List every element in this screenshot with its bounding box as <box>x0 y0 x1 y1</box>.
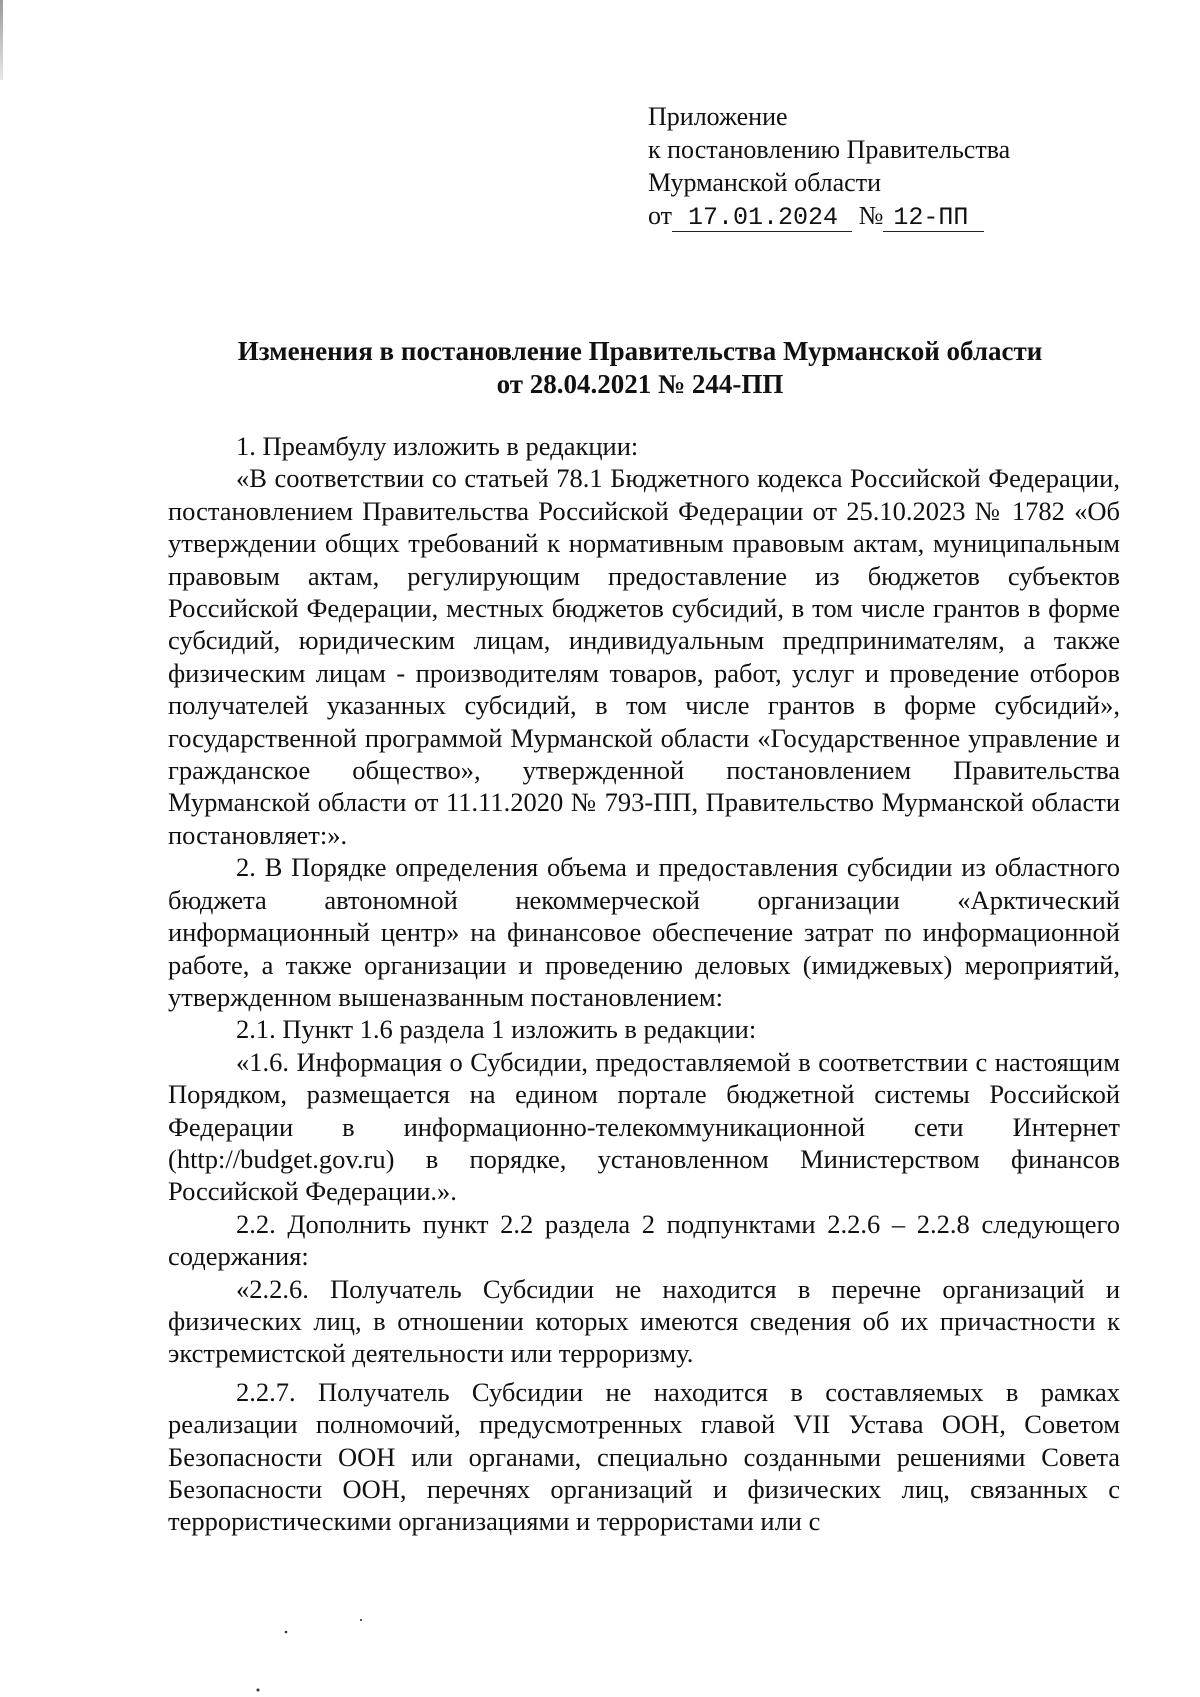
number-prefix: № <box>858 201 884 230</box>
paragraph-item-1: 1. Преамбулу изложить в редакции: <box>236 431 639 461</box>
document-body <box>168 430 1120 1538</box>
paragraph-item-2: 2. В Порядке определения объема и предоставления субсидии из областного бюджета автономной некоммерческой организации «Арктический информационный центр» на финансовое обеспечение затрат по информационной работе, а также организации и проведению деловых (имиджевых) мероприятий, утвержденном вышеназванным постановлением: <box>168 852 1120 1012</box>
paragraph-preamble-text: «В соответствии со статьей 78.1 Бюджетного кодекса Российской Федерации, постановлением Правительства Российской Федерации от 25.10.2023 № 1782 «Об утверждении общих требований к нормативным правовым актам, муниципальным правовым актам, регулирующим предоставление из бюджетов субъектов Российской Федерации, местных бюджетов субсидий, в том числе грантов в форме субсидий, юридическим лицам, индивидуальным предпринимателям, а также физическим лицам - производителям товаров, работ, услуг и проведение отборов получателей указанных субсидий, в том числе грантов в форме субсидий», государственной программой Мурманской области «Государственное управление и гражданское общество», утвержденной постановлением Правительства Мурманской области от 11.11.2020 № 793-ПП, Правительство Мурманской области постановляет:». <box>168 463 1120 850</box>
document-number: 12-ПП <box>883 205 984 232</box>
appendix-date-line <box>648 199 1168 232</box>
appendix-reference: к постановлению Правительства <box>648 135 1011 164</box>
title-line-2: от 28.04.2021 № 244-ПП <box>496 369 784 399</box>
scan-speck <box>360 1619 362 1621</box>
title-line-1: Изменения в постановление Правительства Мурманской области <box>237 336 1043 366</box>
paragraph-item-2-1: 2.1. Пункт 1.6 раздела 1 изложить в редакции: <box>236 1014 757 1045</box>
appendix-block <box>648 100 1168 232</box>
appendix-label: Приложение <box>648 102 788 131</box>
date-prefix: от <box>648 201 673 230</box>
scan-speck <box>285 1631 288 1634</box>
document-title <box>140 335 1140 401</box>
scan-edge <box>0 0 3 80</box>
appendix-region: Мурманской области <box>648 168 881 197</box>
paragraph-item-2-2-7: 2.2.7. Получатель Субсидии не находится в составляемых в рамках реализации полномочий, предусмотренных главой VII Устава ООН, Советом Безопасности ООН или органами, специально созданными решениями Совета Безопасности ООН, перечнях организаций и физических лиц, связанных с террористическими организациями и террористами или с <box>168 1376 1120 1537</box>
paragraph-item-1-6-text: «1.6. Информация о Субсидии, предоставляемой в соответствии с настоящим Порядком, размещается на едином портале бюджетной системы Российской Федерации в информационно-телекоммуникационной сети Интернет (http://budget.gov.ru) в порядке, установленном Министерством финансов Российской Федерации.». <box>168 1046 1120 1207</box>
document-date: 17.01.2024 <box>672 205 852 232</box>
paragraph-item-2-2-6: «2.2.6. Получатель Субсидии не находится в перечне организаций и физических лиц, в отношении которых имеются сведения об их причастности к экстремистской деятельности или терроризму. <box>168 1273 1120 1369</box>
scan-speck <box>257 1689 260 1692</box>
paragraph-item-2-2: 2.2. Дополнить пункт 2.2 раздела 2 подпунктами 2.2.6 – 2.2.8 следующего содержания: <box>168 1208 1120 1272</box>
